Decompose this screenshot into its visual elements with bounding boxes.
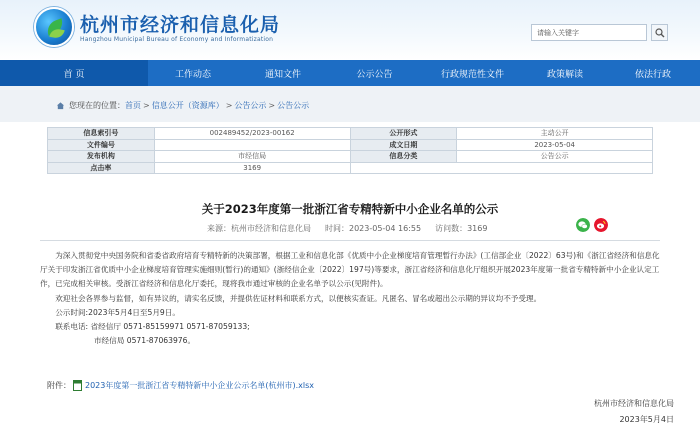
signature-org: 杭州市经济和信息化局 [594,399,674,408]
breadcrumb-separator: > [143,101,150,110]
meta-label-date: 成文日期 [350,139,457,151]
breadcrumb-separator: > [225,101,233,110]
search-input[interactable]: 请输入关键字 [531,24,647,41]
home-icon [56,101,65,110]
nav-item-notices[interactable]: 通知文件 [264,69,301,80]
meta-label-doc-no: 文件编号 [48,139,155,151]
article-body [40,249,665,348]
breadcrumb-link-current[interactable]: 公告公示 [277,101,310,110]
search-button[interactable] [651,24,668,41]
meta-info-table [47,127,653,174]
breadcrumb-link-announcements[interactable]: 公告公示 [234,101,267,110]
logo-emblem-icon[interactable] [34,7,74,47]
meta-value-category: 公告公示 [457,151,653,163]
attachment [47,380,314,391]
meta-empty-cell [350,162,652,174]
meta-value-form: 主动公开 [457,128,653,140]
signature-date: 2023年5月4日 [619,415,674,424]
site-title[interactable]: 杭州市经济和信息化局 [80,14,281,36]
nav-item-announcements[interactable]: 公示公告 [356,69,393,80]
table-row [48,151,653,163]
nav-item-work-news[interactable]: 工作动态 [174,69,211,80]
meta-label-issuer: 发布机构 [48,151,155,163]
search-icon [655,28,665,38]
article-contact: 联系电话: 省经信厅 0571-85159971 0571-87059133; [55,322,250,332]
meta-value-date: 2023-05-04 [457,139,653,151]
attachment-link[interactable]: 2023年度第一批浙江省专精特新中小企业公示名单(杭州市).xlsx [85,381,315,390]
meta-value-issuer: 市经信局 [154,151,350,163]
excel-file-icon [73,380,82,391]
breadcrumb-link-info-open[interactable]: 信息公开（资源库） [151,101,224,110]
table-row [48,128,653,140]
article-time: 时间：2023-05-04 16:55 [325,224,422,233]
table-row [48,162,653,174]
meta-value-clicks: 3169 [154,162,350,174]
article-contact: 市经信局 0571-87063976。 [93,336,196,346]
breadcrumb-separator: > [268,101,276,110]
meta-label-form: 公开形式 [350,128,457,140]
site-subtitle: Hangzhou Municipal Bureau of Economy and Informatization [80,36,274,43]
article-paragraph: 欢迎社会各界参与监督，如有异议的，请实名反馈，并提供佐证材料和联系方式，以便核实查证。凡匿名、冒名或超出公示期的异议均不予受理。 [55,293,542,303]
nav-item-home[interactable]: 首 页 [0,60,148,86]
site-header [0,0,700,60]
nav-item-regulatory-docs[interactable]: 行政规范性文件 [440,69,504,80]
attachment-label: 附件： [47,381,71,390]
article-period: 公示时间:2023年5月4日至5月9日。 [55,307,180,317]
article-paragraph: 为深入贯彻党中央国务院和省委省政府培育专精特新的决策部署，根据工业和信息化部《优质中小企业梯度培育管理暂行办法》(工信部企业〔2022〕63号)和《浙江省经济和信息化厅关于印发浙江省优质中小企业梯度培育管理实施细则(暂行)的通知》(浙经信企业〔2022〕197号)等要求，浙江省经济和信息化厅组织开展2023年度第一批省专精特新中小企业认定工作，已完成相关审核。受浙江省经济和信息化厅委托，现将我市通过审核的企业名单予以公示(见附件)。 [40,251,660,289]
breadcrumb [56,100,309,111]
meta-value-index: 002489452/2023-00162 [154,128,350,140]
weibo-share-icon[interactable] [594,218,608,232]
article-title: 关于2023年度第一批浙江省专精特新中小企业名单的公示 [201,202,499,216]
share-bar [576,218,608,232]
nav-item-policy-interpretation[interactable]: 政策解读 [546,69,583,80]
article-source: 来源：杭州市经济和信息化局 [207,224,311,233]
breadcrumb-link-home[interactable]: 首页 [125,101,141,110]
breadcrumb-prefix: 您现在的位置： [69,101,125,110]
article-views: 访问数：3169 [435,224,488,233]
meta-label-index: 信息索引号 [48,128,155,140]
meta-label-clicks: 点击率 [48,162,155,174]
main-nav [0,60,700,86]
article-info [207,223,487,234]
wechat-share-icon[interactable] [576,218,590,232]
nav-item-law-administration[interactable]: 依法行政 [634,69,671,80]
table-row [48,139,653,151]
meta-label-category: 信息分类 [350,151,457,163]
divider [40,240,660,241]
meta-value-doc-no [154,139,350,151]
